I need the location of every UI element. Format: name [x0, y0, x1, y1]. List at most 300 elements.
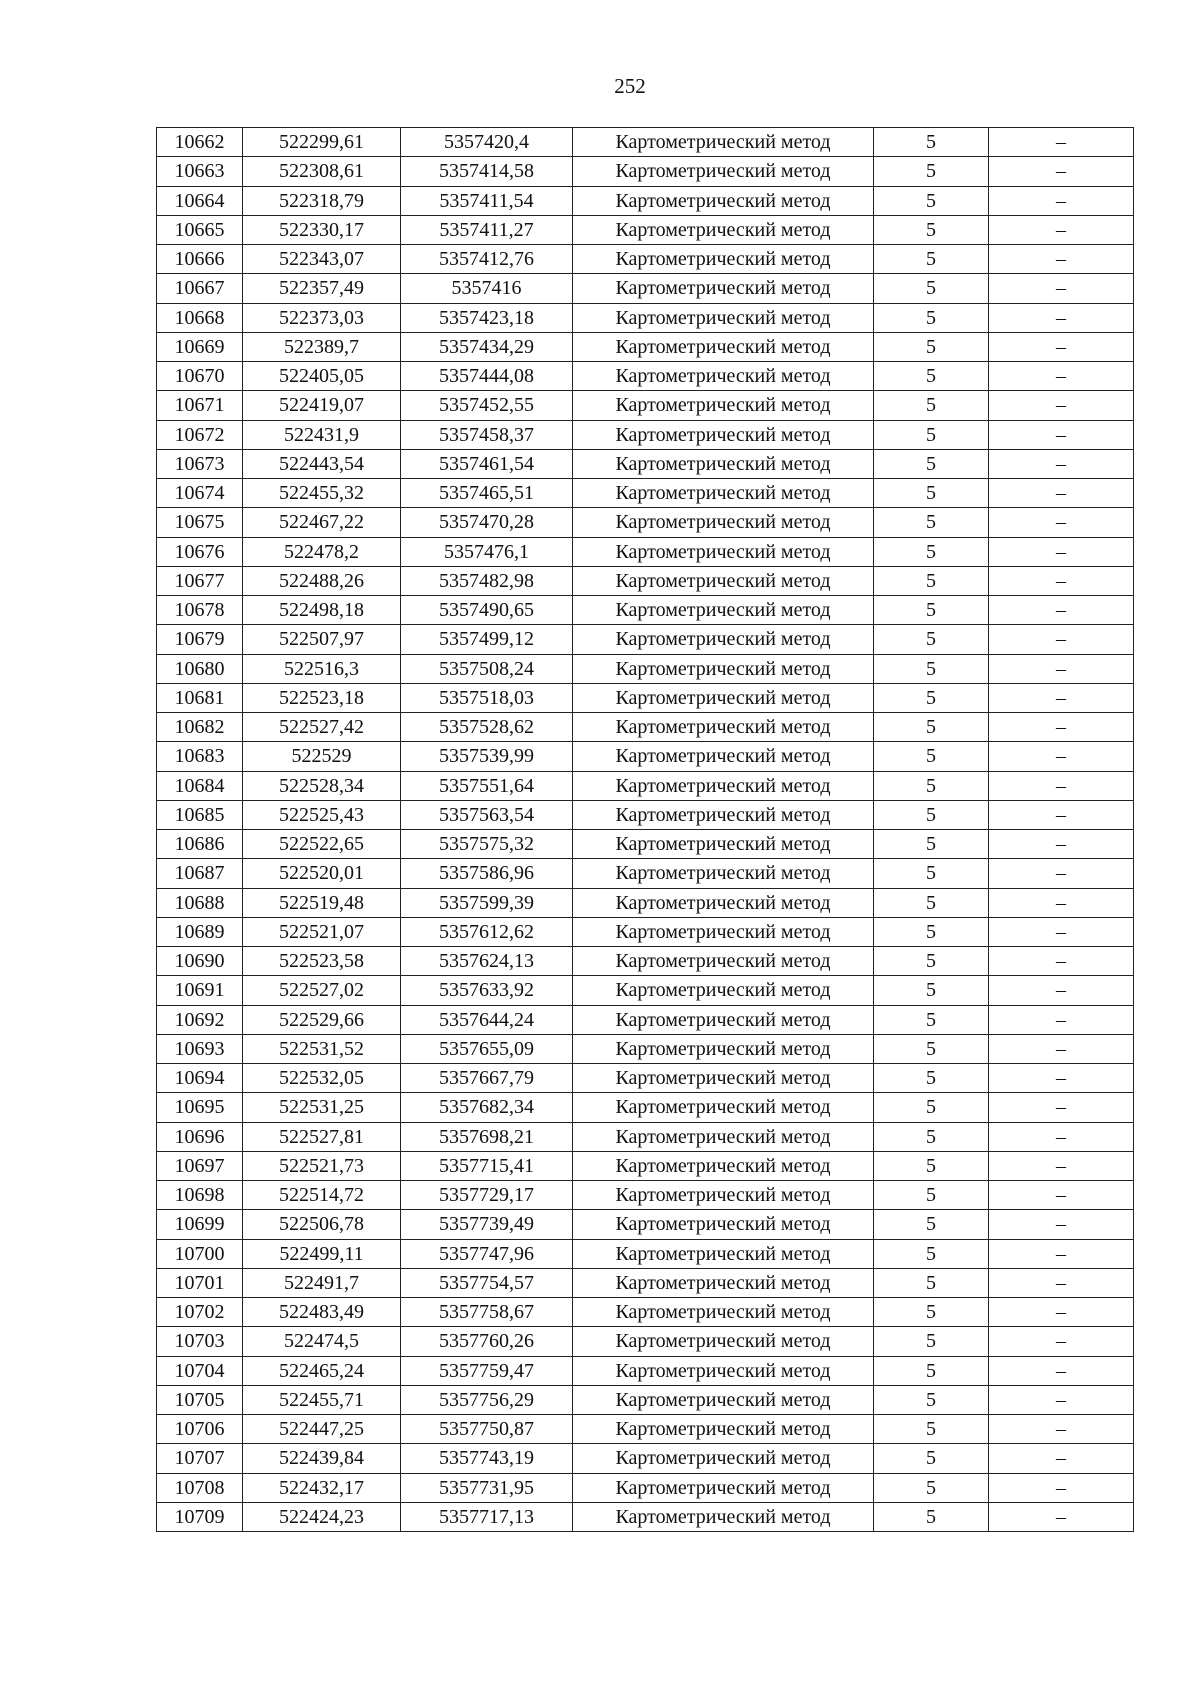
x-coordinate-cell: 522527,42 — [243, 713, 401, 742]
method-cell: Картометрический метод — [573, 771, 874, 800]
x-coordinate-cell: 522465,24 — [243, 1356, 401, 1385]
point-number-cell: 10687 — [157, 859, 243, 888]
note-cell: – — [989, 742, 1134, 771]
point-number-cell: 10678 — [157, 596, 243, 625]
y-coordinate-cell: 5357731,95 — [401, 1473, 573, 1502]
table-row — [157, 1415, 1134, 1444]
y-coordinate-cell: 5357444,08 — [401, 362, 573, 391]
note-cell: – — [989, 128, 1134, 157]
x-coordinate-cell: 522531,52 — [243, 1034, 401, 1063]
point-number-cell: 10698 — [157, 1181, 243, 1210]
table-row — [157, 1122, 1134, 1151]
x-coordinate-cell: 522439,84 — [243, 1444, 401, 1473]
table-row — [157, 1034, 1134, 1063]
point-number-cell: 10706 — [157, 1415, 243, 1444]
method-cell: Картометрический метод — [573, 332, 874, 361]
x-coordinate-cell: 522523,18 — [243, 683, 401, 712]
accuracy-cell: 5 — [874, 1444, 989, 1473]
point-number-cell: 10709 — [157, 1502, 243, 1531]
x-coordinate-cell: 522424,23 — [243, 1502, 401, 1531]
note-cell: – — [989, 1005, 1134, 1034]
x-coordinate-cell: 522389,7 — [243, 332, 401, 361]
y-coordinate-cell: 5357458,37 — [401, 420, 573, 449]
y-coordinate-cell: 5357750,87 — [401, 1415, 573, 1444]
x-coordinate-cell: 522499,11 — [243, 1239, 401, 1268]
point-number-cell: 10695 — [157, 1093, 243, 1122]
y-coordinate-cell: 5357414,58 — [401, 157, 573, 186]
note-cell: – — [989, 625, 1134, 654]
table-row — [157, 449, 1134, 478]
point-number-cell: 10671 — [157, 391, 243, 420]
point-number-cell: 10688 — [157, 888, 243, 917]
method-cell: Картометрический метод — [573, 362, 874, 391]
accuracy-cell: 5 — [874, 1210, 989, 1239]
note-cell: – — [989, 566, 1134, 595]
x-coordinate-cell: 522455,71 — [243, 1385, 401, 1414]
point-number-cell: 10664 — [157, 186, 243, 215]
accuracy-cell: 5 — [874, 420, 989, 449]
method-cell: Картометрический метод — [573, 800, 874, 829]
accuracy-cell: 5 — [874, 976, 989, 1005]
method-cell: Картометрический метод — [573, 596, 874, 625]
y-coordinate-cell: 5357423,18 — [401, 303, 573, 332]
y-coordinate-cell: 5357465,51 — [401, 479, 573, 508]
y-coordinate-cell: 5357633,92 — [401, 976, 573, 1005]
method-cell: Картометрический метод — [573, 654, 874, 683]
method-cell: Картометрический метод — [573, 186, 874, 215]
x-coordinate-cell: 522405,05 — [243, 362, 401, 391]
accuracy-cell: 5 — [874, 1005, 989, 1034]
note-cell: – — [989, 1268, 1134, 1297]
note-cell: – — [989, 1239, 1134, 1268]
note-cell: – — [989, 1181, 1134, 1210]
note-cell: – — [989, 1034, 1134, 1063]
point-number-cell: 10668 — [157, 303, 243, 332]
note-cell: – — [989, 362, 1134, 391]
point-number-cell: 10680 — [157, 654, 243, 683]
table-row — [157, 537, 1134, 566]
x-coordinate-cell: 522523,58 — [243, 947, 401, 976]
accuracy-cell: 5 — [874, 625, 989, 654]
note-cell: – — [989, 859, 1134, 888]
y-coordinate-cell: 5357698,21 — [401, 1122, 573, 1151]
x-coordinate-cell: 522507,97 — [243, 625, 401, 654]
y-coordinate-cell: 5357452,55 — [401, 391, 573, 420]
note-cell: – — [989, 771, 1134, 800]
point-number-cell: 10679 — [157, 625, 243, 654]
table-row — [157, 742, 1134, 771]
x-coordinate-cell: 522357,49 — [243, 274, 401, 303]
note-cell: – — [989, 800, 1134, 829]
accuracy-cell: 5 — [874, 1327, 989, 1356]
note-cell: – — [989, 683, 1134, 712]
method-cell: Картометрический метод — [573, 1210, 874, 1239]
accuracy-cell: 5 — [874, 1385, 989, 1414]
accuracy-cell: 5 — [874, 186, 989, 215]
accuracy-cell: 5 — [874, 800, 989, 829]
method-cell: Картометрический метод — [573, 1268, 874, 1297]
point-number-cell: 10707 — [157, 1444, 243, 1473]
y-coordinate-cell: 5357729,17 — [401, 1181, 573, 1210]
x-coordinate-cell: 522527,81 — [243, 1122, 401, 1151]
coordinates-table — [156, 127, 1134, 1532]
accuracy-cell: 5 — [874, 1151, 989, 1180]
note-cell: – — [989, 1356, 1134, 1385]
y-coordinate-cell: 5357758,67 — [401, 1298, 573, 1327]
table-row — [157, 1005, 1134, 1034]
point-number-cell: 10700 — [157, 1239, 243, 1268]
point-number-cell: 10681 — [157, 683, 243, 712]
point-number-cell: 10677 — [157, 566, 243, 595]
point-number-cell: 10673 — [157, 449, 243, 478]
accuracy-cell: 5 — [874, 713, 989, 742]
x-coordinate-cell: 522519,48 — [243, 888, 401, 917]
point-number-cell: 10689 — [157, 917, 243, 946]
method-cell: Картометрический метод — [573, 1327, 874, 1356]
table-row — [157, 683, 1134, 712]
method-cell: Картометрический метод — [573, 1415, 874, 1444]
y-coordinate-cell: 5357490,65 — [401, 596, 573, 625]
accuracy-cell: 5 — [874, 947, 989, 976]
x-coordinate-cell: 522373,03 — [243, 303, 401, 332]
point-number-cell: 10674 — [157, 479, 243, 508]
point-number-cell: 10705 — [157, 1385, 243, 1414]
point-number-cell: 10697 — [157, 1151, 243, 1180]
accuracy-cell: 5 — [874, 362, 989, 391]
note-cell: – — [989, 917, 1134, 946]
note-cell: – — [989, 830, 1134, 859]
y-coordinate-cell: 5357747,96 — [401, 1239, 573, 1268]
point-number-cell: 10702 — [157, 1298, 243, 1327]
method-cell: Картометрический метод — [573, 947, 874, 976]
note-cell: – — [989, 654, 1134, 683]
note-cell: – — [989, 1473, 1134, 1502]
x-coordinate-cell: 522488,26 — [243, 566, 401, 595]
method-cell: Картометрический метод — [573, 683, 874, 712]
point-number-cell: 10665 — [157, 215, 243, 244]
point-number-cell: 10684 — [157, 771, 243, 800]
accuracy-cell: 5 — [874, 654, 989, 683]
note-cell: – — [989, 596, 1134, 625]
point-number-cell: 10703 — [157, 1327, 243, 1356]
x-coordinate-cell: 522432,17 — [243, 1473, 401, 1502]
note-cell: – — [989, 391, 1134, 420]
method-cell: Картометрический метод — [573, 1298, 874, 1327]
point-number-cell: 10676 — [157, 537, 243, 566]
table-row — [157, 1239, 1134, 1268]
note-cell: – — [989, 1327, 1134, 1356]
x-coordinate-cell: 522491,7 — [243, 1268, 401, 1297]
accuracy-cell: 5 — [874, 1181, 989, 1210]
y-coordinate-cell: 5357563,54 — [401, 800, 573, 829]
y-coordinate-cell: 5357739,49 — [401, 1210, 573, 1239]
note-cell: – — [989, 245, 1134, 274]
x-coordinate-cell: 522318,79 — [243, 186, 401, 215]
table-row — [157, 1298, 1134, 1327]
method-cell: Картометрический метод — [573, 391, 874, 420]
note-cell: – — [989, 1385, 1134, 1414]
note-cell: – — [989, 1298, 1134, 1327]
y-coordinate-cell: 5357434,29 — [401, 332, 573, 361]
note-cell: – — [989, 332, 1134, 361]
note-cell: – — [989, 479, 1134, 508]
point-number-cell: 10704 — [157, 1356, 243, 1385]
y-coordinate-cell: 5357759,47 — [401, 1356, 573, 1385]
table-row — [157, 128, 1134, 157]
method-cell: Картометрический метод — [573, 1034, 874, 1063]
table-row — [157, 888, 1134, 917]
accuracy-cell: 5 — [874, 771, 989, 800]
point-number-cell: 10691 — [157, 976, 243, 1005]
table-row — [157, 1356, 1134, 1385]
x-coordinate-cell: 522498,18 — [243, 596, 401, 625]
note-cell: – — [989, 420, 1134, 449]
point-number-cell: 10682 — [157, 713, 243, 742]
x-coordinate-cell: 522343,07 — [243, 245, 401, 274]
point-number-cell: 10670 — [157, 362, 243, 391]
point-number-cell: 10686 — [157, 830, 243, 859]
y-coordinate-cell: 5357756,29 — [401, 1385, 573, 1414]
point-number-cell: 10666 — [157, 245, 243, 274]
x-coordinate-cell: 522443,54 — [243, 449, 401, 478]
x-coordinate-cell: 522521,07 — [243, 917, 401, 946]
y-coordinate-cell: 5357743,19 — [401, 1444, 573, 1473]
accuracy-cell: 5 — [874, 1034, 989, 1063]
y-coordinate-cell: 5357717,13 — [401, 1502, 573, 1531]
table-row — [157, 362, 1134, 391]
point-number-cell: 10683 — [157, 742, 243, 771]
x-coordinate-cell: 522516,3 — [243, 654, 401, 683]
y-coordinate-cell: 5357470,28 — [401, 508, 573, 537]
x-coordinate-cell: 522419,07 — [243, 391, 401, 420]
y-coordinate-cell: 5357539,99 — [401, 742, 573, 771]
accuracy-cell: 5 — [874, 1502, 989, 1531]
table-row — [157, 332, 1134, 361]
y-coordinate-cell: 5357411,54 — [401, 186, 573, 215]
accuracy-cell: 5 — [874, 332, 989, 361]
point-number-cell: 10701 — [157, 1268, 243, 1297]
accuracy-cell: 5 — [874, 566, 989, 595]
note-cell: – — [989, 947, 1134, 976]
method-cell: Картометрический метод — [573, 1356, 874, 1385]
note-cell: – — [989, 1122, 1134, 1151]
method-cell: Картометрический метод — [573, 1385, 874, 1414]
accuracy-cell: 5 — [874, 1473, 989, 1502]
point-number-cell: 10690 — [157, 947, 243, 976]
y-coordinate-cell: 5357682,34 — [401, 1093, 573, 1122]
x-coordinate-cell: 522528,34 — [243, 771, 401, 800]
accuracy-cell: 5 — [874, 1239, 989, 1268]
table-row — [157, 566, 1134, 595]
method-cell: Картометрический метод — [573, 449, 874, 478]
note-cell: – — [989, 888, 1134, 917]
table-row — [157, 771, 1134, 800]
point-number-cell: 10696 — [157, 1122, 243, 1151]
method-cell: Картометрический метод — [573, 888, 874, 917]
accuracy-cell: 5 — [874, 859, 989, 888]
note-cell: – — [989, 1210, 1134, 1239]
x-coordinate-cell: 522532,05 — [243, 1064, 401, 1093]
y-coordinate-cell: 5357461,54 — [401, 449, 573, 478]
point-number-cell: 10685 — [157, 800, 243, 829]
y-coordinate-cell: 5357586,96 — [401, 859, 573, 888]
accuracy-cell: 5 — [874, 215, 989, 244]
point-number-cell: 10663 — [157, 157, 243, 186]
method-cell: Картометрический метод — [573, 1093, 874, 1122]
x-coordinate-cell: 522522,65 — [243, 830, 401, 859]
note-cell: – — [989, 1502, 1134, 1531]
accuracy-cell: 5 — [874, 1093, 989, 1122]
table-row — [157, 917, 1134, 946]
note-cell: – — [989, 274, 1134, 303]
x-coordinate-cell: 522474,5 — [243, 1327, 401, 1356]
y-coordinate-cell: 5357644,24 — [401, 1005, 573, 1034]
method-cell: Картометрический метод — [573, 830, 874, 859]
point-number-cell: 10694 — [157, 1064, 243, 1093]
x-coordinate-cell: 522447,25 — [243, 1415, 401, 1444]
note-cell: – — [989, 508, 1134, 537]
accuracy-cell: 5 — [874, 128, 989, 157]
note-cell: – — [989, 976, 1134, 1005]
y-coordinate-cell: 5357420,4 — [401, 128, 573, 157]
table-row — [157, 1064, 1134, 1093]
y-coordinate-cell: 5357528,62 — [401, 713, 573, 742]
table-row — [157, 274, 1134, 303]
table-row — [157, 800, 1134, 829]
point-number-cell: 10693 — [157, 1034, 243, 1063]
y-coordinate-cell: 5357599,39 — [401, 888, 573, 917]
table-row — [157, 976, 1134, 1005]
table-row — [157, 1181, 1134, 1210]
note-cell: – — [989, 537, 1134, 566]
x-coordinate-cell: 522514,72 — [243, 1181, 401, 1210]
method-cell: Картометрический метод — [573, 479, 874, 508]
x-coordinate-cell: 522527,02 — [243, 976, 401, 1005]
accuracy-cell: 5 — [874, 479, 989, 508]
y-coordinate-cell: 5357416 — [401, 274, 573, 303]
method-cell: Картометрический метод — [573, 508, 874, 537]
method-cell: Картометрический метод — [573, 1122, 874, 1151]
x-coordinate-cell: 522330,17 — [243, 215, 401, 244]
x-coordinate-cell: 522521,73 — [243, 1151, 401, 1180]
table-row — [157, 157, 1134, 186]
note-cell: – — [989, 713, 1134, 742]
x-coordinate-cell: 522478,2 — [243, 537, 401, 566]
point-number-cell: 10669 — [157, 332, 243, 361]
y-coordinate-cell: 5357508,24 — [401, 654, 573, 683]
note-cell: – — [989, 449, 1134, 478]
accuracy-cell: 5 — [874, 1268, 989, 1297]
x-coordinate-cell: 522455,32 — [243, 479, 401, 508]
coordinates-table-body — [157, 128, 1134, 1532]
point-number-cell: 10672 — [157, 420, 243, 449]
x-coordinate-cell: 522467,22 — [243, 508, 401, 537]
table-row — [157, 1151, 1134, 1180]
x-coordinate-cell: 522529 — [243, 742, 401, 771]
note-cell: – — [989, 215, 1134, 244]
point-number-cell: 10662 — [157, 128, 243, 157]
y-coordinate-cell: 5357667,79 — [401, 1064, 573, 1093]
y-coordinate-cell: 5357754,57 — [401, 1268, 573, 1297]
table-row — [157, 713, 1134, 742]
note-cell: – — [989, 1064, 1134, 1093]
table-row — [157, 830, 1134, 859]
point-number-cell: 10708 — [157, 1473, 243, 1502]
method-cell: Картометрический метод — [573, 1064, 874, 1093]
table-row — [157, 1473, 1134, 1502]
method-cell: Картометрический метод — [573, 157, 874, 186]
accuracy-cell: 5 — [874, 303, 989, 332]
note-cell: – — [989, 303, 1134, 332]
x-coordinate-cell: 522529,66 — [243, 1005, 401, 1034]
y-coordinate-cell: 5357551,64 — [401, 771, 573, 800]
y-coordinate-cell: 5357411,27 — [401, 215, 573, 244]
method-cell: Картометрический метод — [573, 1473, 874, 1502]
accuracy-cell: 5 — [874, 742, 989, 771]
accuracy-cell: 5 — [874, 1122, 989, 1151]
y-coordinate-cell: 5357575,32 — [401, 830, 573, 859]
note-cell: – — [989, 157, 1134, 186]
y-coordinate-cell: 5357760,26 — [401, 1327, 573, 1356]
method-cell: Картометрический метод — [573, 1239, 874, 1268]
method-cell: Картометрический метод — [573, 1005, 874, 1034]
note-cell: – — [989, 1093, 1134, 1122]
table-row — [157, 1327, 1134, 1356]
method-cell: Картометрический метод — [573, 1444, 874, 1473]
x-coordinate-cell: 522308,61 — [243, 157, 401, 186]
y-coordinate-cell: 5357612,62 — [401, 917, 573, 946]
accuracy-cell: 5 — [874, 1415, 989, 1444]
method-cell: Картометрический метод — [573, 1151, 874, 1180]
page-number: 252 — [614, 74, 646, 98]
y-coordinate-cell: 5357482,98 — [401, 566, 573, 595]
accuracy-cell: 5 — [874, 274, 989, 303]
table-row — [157, 1210, 1134, 1239]
method-cell: Картометрический метод — [573, 1181, 874, 1210]
y-coordinate-cell: 5357499,12 — [401, 625, 573, 654]
y-coordinate-cell: 5357412,76 — [401, 245, 573, 274]
method-cell: Картометрический метод — [573, 128, 874, 157]
note-cell: – — [989, 1444, 1134, 1473]
accuracy-cell: 5 — [874, 537, 989, 566]
method-cell: Картометрический метод — [573, 742, 874, 771]
accuracy-cell: 5 — [874, 596, 989, 625]
method-cell: Картометрический метод — [573, 976, 874, 1005]
method-cell: Картометрический метод — [573, 537, 874, 566]
accuracy-cell: 5 — [874, 830, 989, 859]
method-cell: Картометрический метод — [573, 566, 874, 595]
y-coordinate-cell: 5357476,1 — [401, 537, 573, 566]
method-cell: Картометрический метод — [573, 917, 874, 946]
note-cell: – — [989, 1415, 1134, 1444]
table-row — [157, 245, 1134, 274]
accuracy-cell: 5 — [874, 245, 989, 274]
accuracy-cell: 5 — [874, 449, 989, 478]
accuracy-cell: 5 — [874, 1298, 989, 1327]
point-number-cell: 10675 — [157, 508, 243, 537]
method-cell: Картометрический метод — [573, 303, 874, 332]
method-cell: Картометрический метод — [573, 420, 874, 449]
table-row — [157, 186, 1134, 215]
y-coordinate-cell: 5357655,09 — [401, 1034, 573, 1063]
table-row — [157, 596, 1134, 625]
y-coordinate-cell: 5357624,13 — [401, 947, 573, 976]
accuracy-cell: 5 — [874, 157, 989, 186]
accuracy-cell: 5 — [874, 917, 989, 946]
point-number-cell: 10692 — [157, 1005, 243, 1034]
y-coordinate-cell: 5357518,03 — [401, 683, 573, 712]
note-cell: – — [989, 1151, 1134, 1180]
